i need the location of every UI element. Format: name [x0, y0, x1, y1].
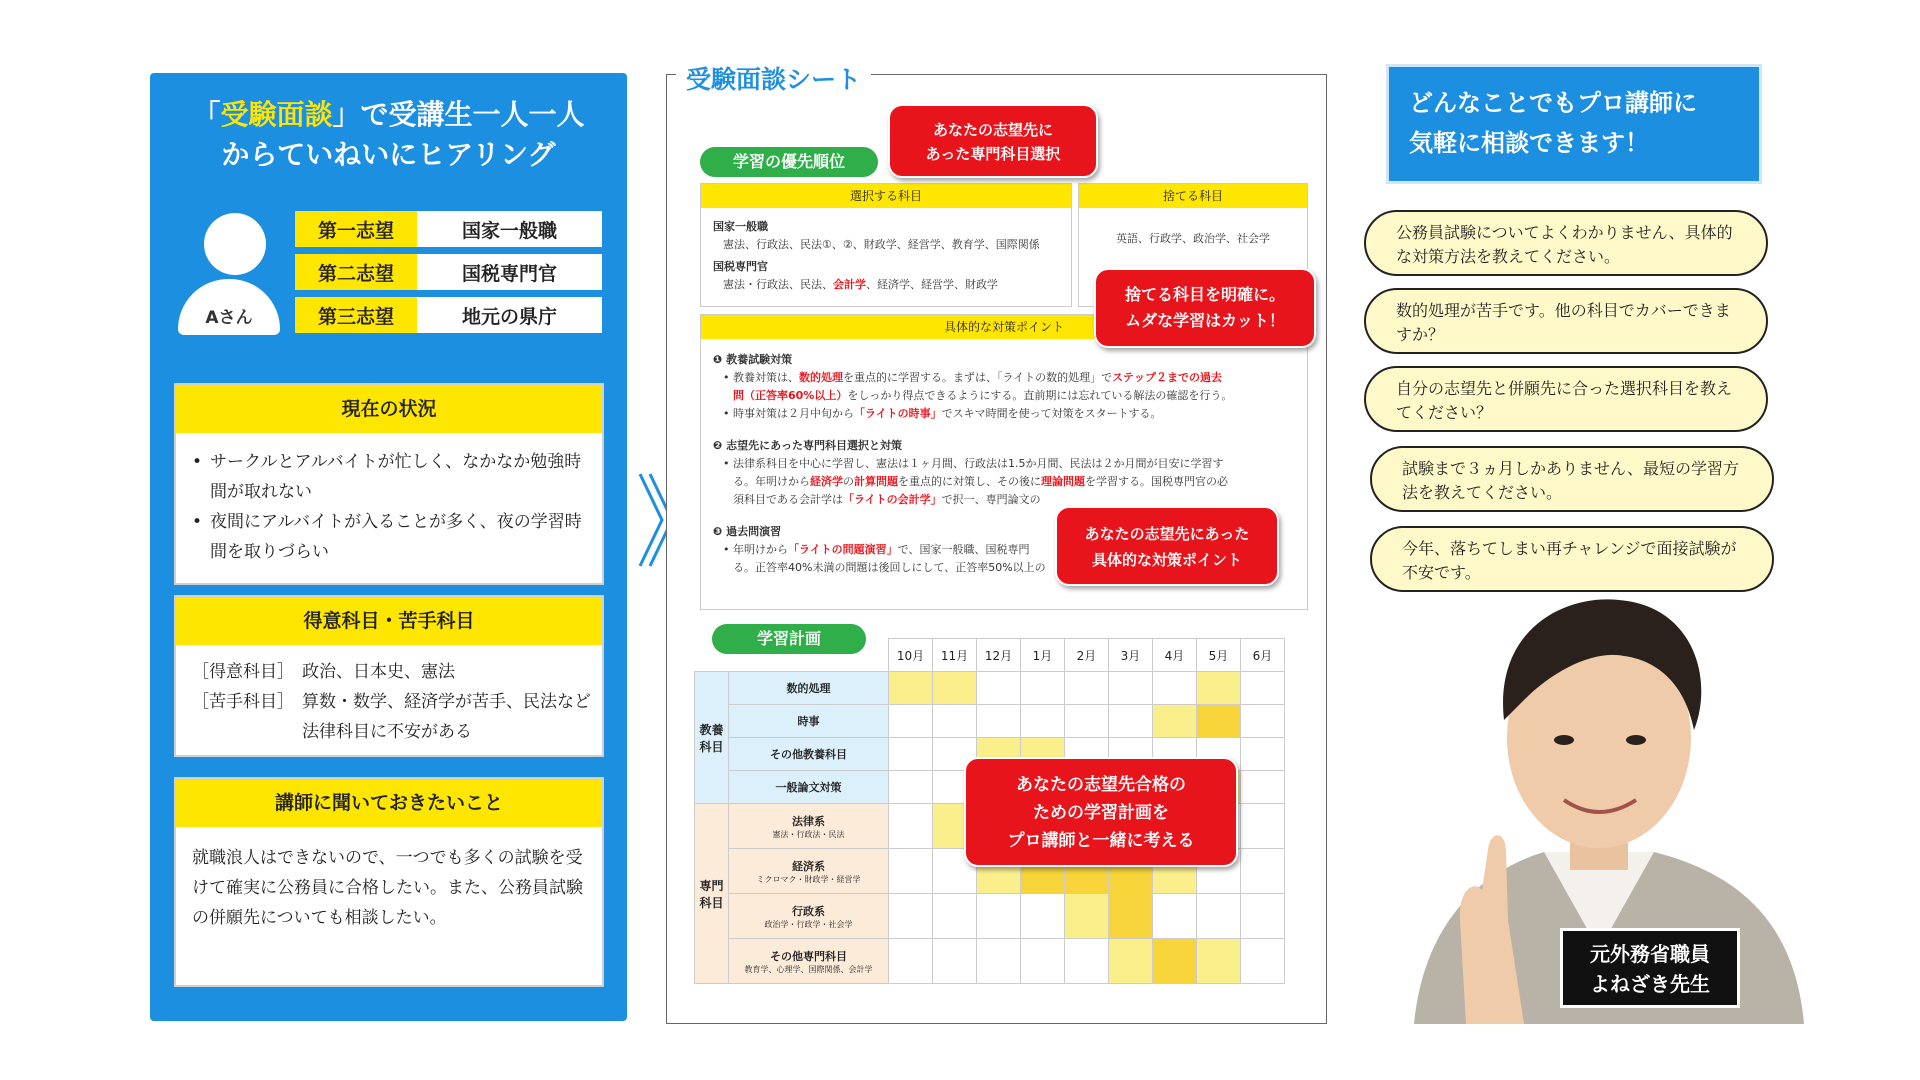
month-header: 12月	[977, 639, 1021, 672]
teacher-name: よねざき先生	[1590, 972, 1710, 996]
subjects-box	[174, 595, 604, 757]
callout-study-plan: あなたの志望先合格の ための学習計画を プロ講師と一緒に考える	[964, 757, 1238, 867]
title-highlight: 受験面談	[220, 98, 333, 131]
month-header: 5月	[1197, 639, 1241, 672]
weak-subject-label: ［苦手科目］	[192, 692, 294, 712]
month-header: 2月	[1065, 639, 1109, 672]
exam-name: 国家一般職	[713, 220, 768, 233]
question-bubble: 試験まで３ヵ月しかありません、最短の学習方法を教えてください。	[1370, 446, 1774, 512]
month-header: 11月	[933, 639, 977, 672]
choice-row	[295, 254, 602, 290]
question-bubble: 今年、落ちてしまい再チャレンジで面接試験が不安です。	[1370, 526, 1774, 592]
month-header: 10月	[889, 639, 933, 672]
questions-for-teacher-text: 就職浪人はできないので、一つでも多くの試験を受けて確実に公務員に合格したい。また、公務員試験の併願先についても相談したい。	[192, 848, 583, 928]
left-panel-title: 「受験面談」で受講生一人一人 からていねいにヒアリング	[192, 98, 585, 171]
student-avatar-icon	[175, 213, 283, 333]
question-bubble: 数的処理が苦手です。他の科目でカバーできますか？	[1364, 288, 1768, 354]
consultation-header: どんなことでもプロ講師に 気軽に相談できます！	[1386, 64, 1762, 184]
point-line: • 時事対策は２月中旬から「ライトの時事」でスキマ時間を使って対策をスタートする。	[723, 407, 1162, 420]
choice-value: 国税専門官	[417, 254, 602, 290]
current-status-title: 現在の状況	[176, 385, 602, 433]
callout-drop-subjects: 捨てる科目を明確に。 ムダな学習はカット！	[1094, 268, 1316, 348]
drop-subjects-text: 英語、行政学、政治学、社会学	[1116, 232, 1270, 245]
questions-for-teacher-title: 講師に聞いておきたいこと	[176, 779, 602, 827]
group-label: 教養科目	[695, 672, 729, 804]
plan-row-label: その他専門科目 教育学、心理学、国際関係、会計学	[729, 939, 889, 984]
group-label: 専門科目	[695, 804, 729, 984]
point-title: ❶ 教養試験対策	[713, 353, 793, 366]
plan-row-label: 一般論文対策	[729, 771, 889, 804]
plan-row-label: 法律系 憲法・行政法・民法	[729, 804, 889, 849]
choice-list	[295, 211, 602, 340]
choice-label: 第一志望	[295, 211, 417, 247]
callout-subject-selection: あなたの志望先に あった専門科目選択	[888, 104, 1098, 178]
point-title: ❷ 志望先にあった専門科目選択と対策	[713, 439, 903, 452]
choice-label: 第三志望	[295, 297, 417, 333]
choice-value: 地元の県庁	[417, 297, 602, 333]
good-subject-label: ［得意科目］	[192, 662, 294, 682]
teacher-title: 元外務省職員	[1590, 942, 1710, 966]
plan-row-label: 行政系 政治学・行政学・社会学	[729, 894, 889, 939]
point-line: る。正答率40%未満の問題は後回しにして、正答率50%以上の	[733, 561, 1046, 574]
question-bubble: 公務員試験についてよくわかりません、具体的な対策方法を教えてください。	[1364, 210, 1768, 276]
plan-row-label: 時事	[729, 705, 889, 738]
study-plan-tag: 学習計画	[712, 624, 866, 654]
choice-label: 第二志望	[295, 254, 417, 290]
exam-subjects: 憲法、行政法、民法①、②、財政学、経営学、教育学、国際関係	[723, 238, 1040, 251]
point-line: 問（正答率60%以上）をしっかり得点できるようにする。直前期には忘れている解法の確認を行う。	[733, 389, 1233, 402]
point-line: • 年明けから「ライトの問題演習」で、国家一般職、国税専門	[723, 543, 1030, 556]
exam-subjects: 憲法・行政法、民法、会計学、経済学、経営学、財政学	[723, 278, 998, 291]
month-header: 3月	[1109, 639, 1153, 672]
plan-row-label: 数的処理	[729, 672, 889, 705]
student-profile-panel	[150, 73, 627, 1021]
point-line: • 教養対策は、数的処理を重点的に学習する。まずは、「ライトの数的処理」でステップ２までの過去	[723, 371, 1222, 384]
subjects-title: 得意科目・苦手科目	[176, 597, 602, 645]
drop-subjects-header: 捨てる科目	[1079, 184, 1307, 208]
choice-row	[295, 297, 602, 333]
status-item: • サークルとアルバイトが忙しく、なかなか勉強時間が取れない	[190, 447, 594, 507]
month-header: 4月	[1153, 639, 1197, 672]
priority-tag: 学習の優先順位	[700, 147, 878, 177]
weak-subject-value: 算数・数学、経済学が苦手、民法など法律科目に不安がある	[302, 692, 591, 742]
good-subject-value: 政治、日本史、憲法	[302, 662, 455, 682]
exam-name: 国税専門官	[713, 260, 768, 273]
choice-value: 国家一般職	[417, 211, 602, 247]
plan-row-label: 経済系 ミクロマク・財政学・経営学	[729, 849, 889, 894]
callout-strategy-points: あなたの志望先にあった 具体的な対策ポイント	[1055, 506, 1279, 586]
sheet-title: 受験面談シート	[676, 60, 871, 96]
status-item: • 夜間にアルバイトが入ることが多く、夜の学習時間を取りづらい	[190, 507, 594, 567]
select-subjects-table	[700, 183, 1072, 307]
point-line: 須科目である会計学は「ライトの会計学」で択一、専門論文の	[733, 493, 1041, 506]
select-subjects-header: 選択する科目	[701, 184, 1071, 208]
current-status-box	[174, 383, 604, 585]
strategy-points-header: 具体的な対策ポイント	[701, 315, 1307, 339]
plan-row-label: その他教養科目	[729, 738, 889, 771]
teacher-name-label	[1560, 928, 1740, 1008]
point-title: ❸ 過去問演習	[713, 525, 782, 538]
question-bubble: 自分の志望先と併願先に合った選択科目を教えてください？	[1364, 366, 1768, 432]
choice-row	[295, 211, 602, 247]
month-header: 1月	[1021, 639, 1065, 672]
student-name: Aさん	[205, 308, 253, 328]
point-line: • 法律系科目を中心に学習し、憲法は１ヶ月間、行政法は1.5か月間、民法は２か月間が目安に学習す	[723, 457, 1224, 470]
point-line: る。年明けから経済学の計算問題を重点的に対策し、その後に理論問題を学習する。国税専門官の必	[733, 475, 1228, 488]
questions-for-teacher-box	[174, 777, 604, 987]
month-header: 6月	[1241, 639, 1285, 672]
